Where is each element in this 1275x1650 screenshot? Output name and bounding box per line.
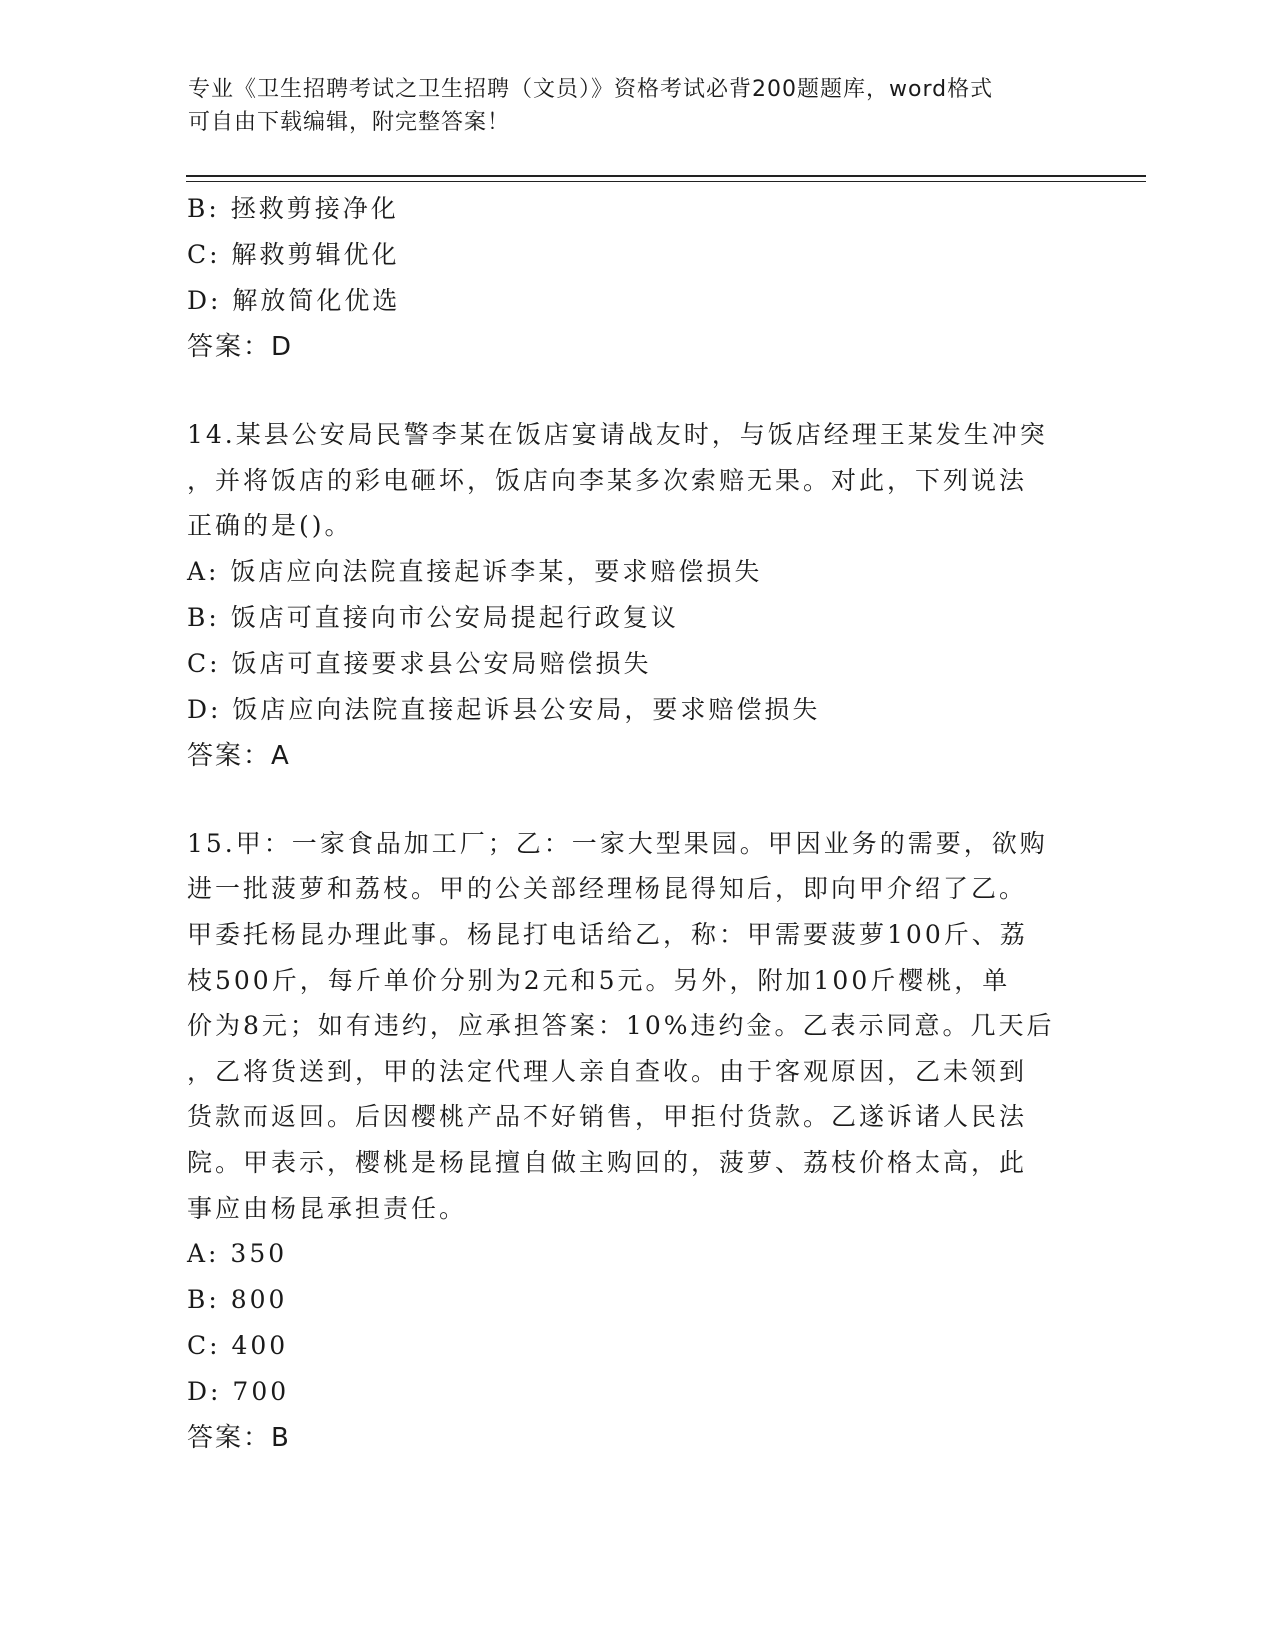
question-13 xyxy=(187,186,1087,370)
option-c: C: 饭店可直接要求县公安局赔偿损失 xyxy=(187,648,652,678)
option-d: D: 饭店应向法院直接起诉县公安局，要求赔偿损失 xyxy=(187,694,821,724)
option-a: A: 350 xyxy=(187,1239,288,1269)
header-rule-thin xyxy=(186,181,1146,182)
stem-line: 15.甲：一家食品加工厂；乙：一家大型果园。甲因业务的需要，欲购 xyxy=(187,828,1048,858)
option-b: B: 拯救剪接净化 xyxy=(187,194,399,223)
header-title-line-2: 可自由下载编辑，附完整答案！ xyxy=(188,110,511,135)
answer-line: 答案：D xyxy=(187,332,294,362)
header-rule xyxy=(186,175,1146,177)
question-15 xyxy=(187,821,1087,1461)
option-c: C: 解救剪辑优化 xyxy=(187,240,400,269)
option-d: D: 700 xyxy=(187,1377,290,1407)
stem-line: ，并将饭店的彩电砸坏，饭店向李某多次索赔无果。对此，下列说法 xyxy=(187,465,1028,495)
question-14 xyxy=(187,412,1087,779)
stem-line: 甲委托杨昆办理此事。杨昆打电话给乙，称：甲需要菠萝100斤、荔 xyxy=(187,919,1028,949)
stem-line: 事应由杨昆承担责任。 xyxy=(187,1193,468,1223)
header-title-line-1: 专业《卫生招聘考试之卫生招聘（文员）》资格考试必背200题题库，word格式 xyxy=(188,77,994,102)
option-a: A: 饭店应向法院直接起诉李某，要求赔偿损失 xyxy=(187,556,763,586)
answer-line: 答案：A xyxy=(187,740,291,771)
question-stem xyxy=(187,821,1057,1231)
stem-line: 枝500斤，每斤单价分别为2元和5元。另外，附加100斤樱桃，单 xyxy=(187,965,1011,995)
stem-line: 14.某县公安局民警李某在饭店宴请战友时，与饭店经理王某发生冲突 xyxy=(187,420,1048,449)
option-c: C: 400 xyxy=(187,1331,289,1361)
stem-line: 正确的是()。 xyxy=(187,511,353,541)
stem-line: 进一批菠萝和荔枝。甲的公关部经理杨昆得知后，即向甲介绍了乙。 xyxy=(187,874,1028,904)
stem-line: 价为8元；如有违约，应承担答案：10%违约金。乙表示同意。几天后 xyxy=(187,1011,1055,1041)
stem-line: 货款而返回。后因樱桃产品不好销售，甲拒付货款。乙遂诉诸人民法 xyxy=(187,1102,1028,1132)
option-d: D: 解放简化优选 xyxy=(187,286,401,315)
stem-line: ，乙将货送到，甲的法定代理人亲自查收。由于客观原因，乙未领到 xyxy=(187,1056,1028,1086)
option-b: B: 饭店可直接向市公安局提起行政复议 xyxy=(187,602,679,632)
stem-line: 院。甲表示，樱桃是杨昆擅自做主购回的，菠萝、荔枝价格太高，此 xyxy=(187,1147,1028,1177)
question-stem xyxy=(187,412,1057,549)
answer-line: 答案：B xyxy=(187,1423,291,1454)
document-header xyxy=(188,73,1078,139)
question-content xyxy=(187,186,1087,1461)
option-b: B: 800 xyxy=(187,1285,288,1315)
